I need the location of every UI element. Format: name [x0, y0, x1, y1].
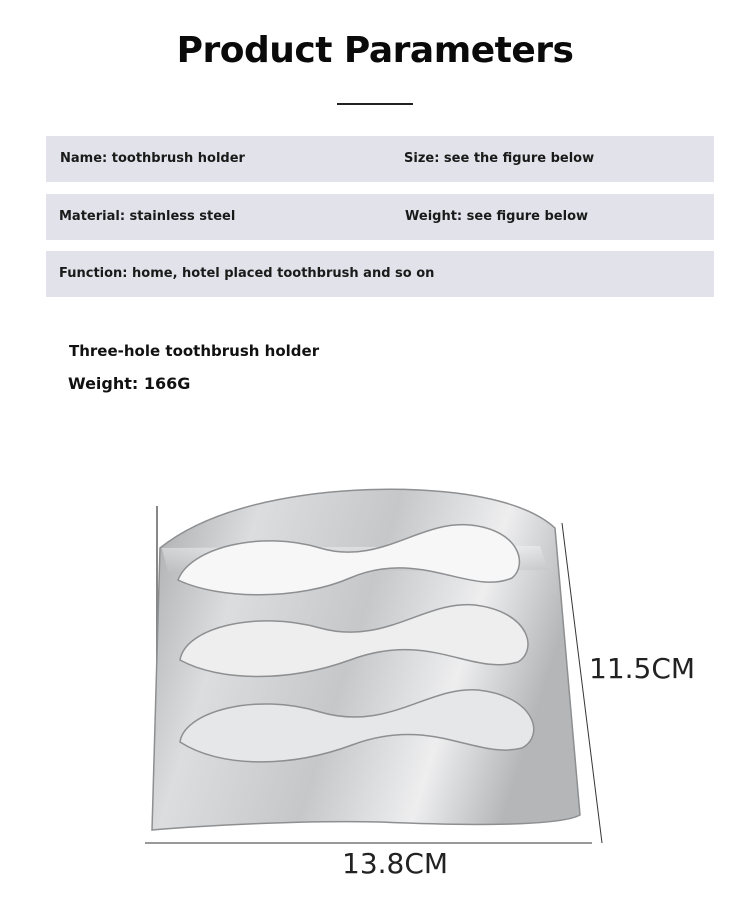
toothbrush-holder-image: [140, 480, 620, 850]
param-function: Function: home, hotel placed toothbrush and so on: [59, 266, 435, 281]
product-description: Three-hole toothbrush holder: [69, 342, 320, 360]
param-row-name-size: [46, 136, 714, 182]
param-size: Size: see the figure below: [404, 151, 595, 166]
param-row-function: [46, 251, 714, 297]
param-name: Name: toothbrush holder: [60, 151, 245, 166]
product-weight: Weight: 166G: [68, 374, 191, 393]
param-material: Material: stainless steel: [59, 209, 236, 224]
height-dimension-label: 11.5CM: [589, 652, 696, 685]
param-weight: Weight: see figure below: [405, 209, 589, 224]
title-underline: [337, 103, 413, 105]
page-title: Product Parameters: [176, 30, 574, 71]
width-dimension-label: 13.8CM: [342, 847, 449, 880]
param-row-material-weight: [46, 194, 714, 240]
